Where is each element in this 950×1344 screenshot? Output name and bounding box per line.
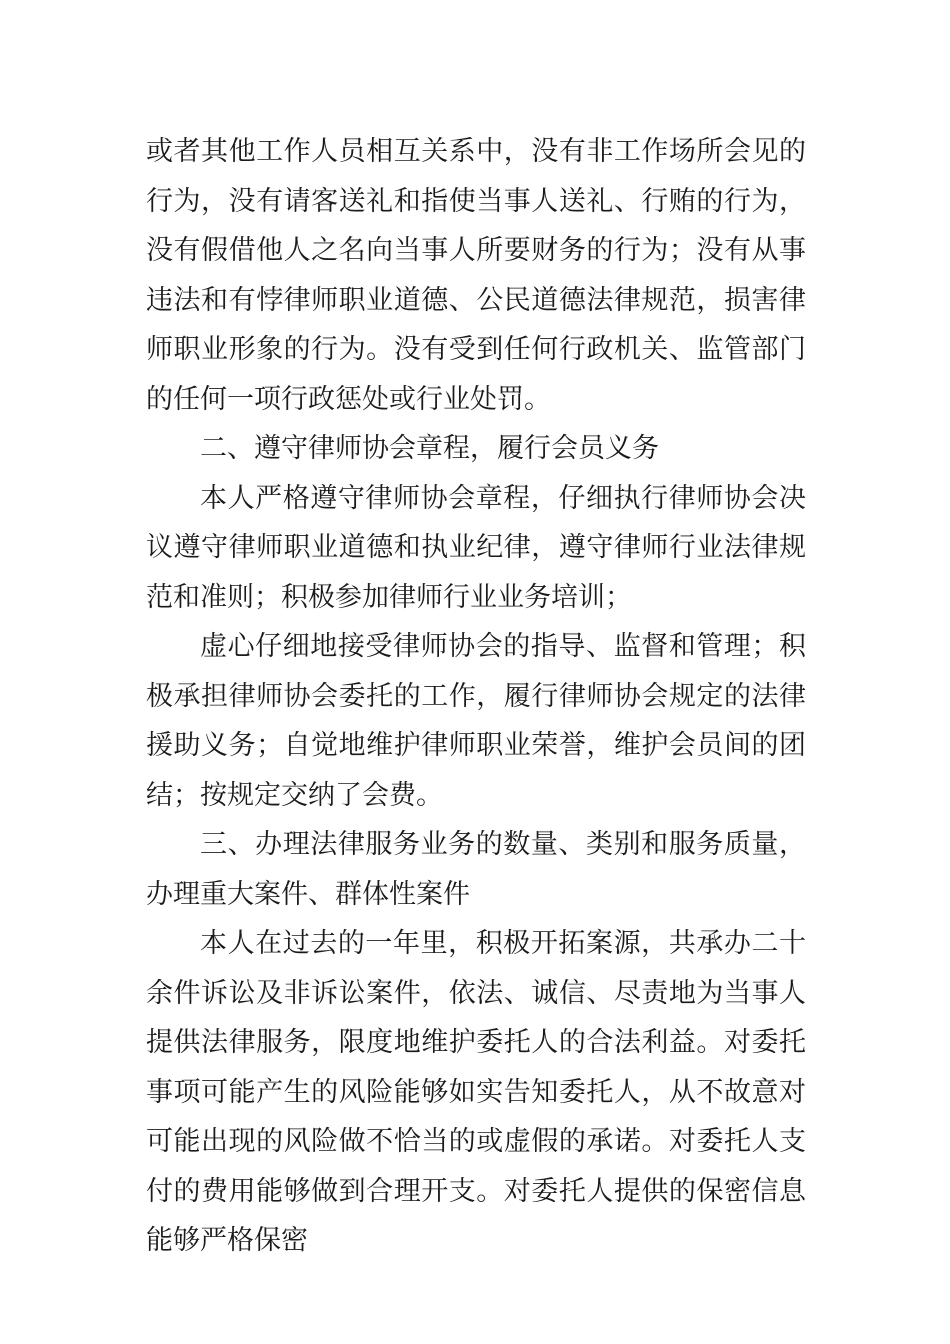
section-heading-services: 三、办理法律服务业务的数量、类别和服务质量，办理重大案件、群体性案件 [146,829,806,910]
section-heading-association: 二、遵守律师协会章程，履行会员义务 [200,433,659,464]
paragraph-association-duties: 虚心仔细地接受律师协会的指导、监督和管理；积极承担律师协会委托的工作，履行律师协会规定的法律援助义务；自觉地维护律师职业荣誉，维护会员间的团结；按规定交纳了会费。 [146,631,806,811]
paragraph-association-rules: 本人严格遵守律师协会章程，仔细执行律师协会决议遵守律师职业道德和执业纪律，遵守律师行业法律规范和准则；积极参加律师行业业务培训； [146,482,806,613]
document-body [146,127,806,1266]
paragraph-conduct-continued: 或者其他工作人员相互关系中，没有非工作场所会见的行为，没有请客送礼和指使当事人送礼、行贿的行为，没有假借他人之名向当事人所要财务的行为；没有从事违法和有悖律师职业道德、公民道德法律规范，损害律师职业形象的行为。没有受到任何行政机关、监管部门的任何一项行政惩处或行业处罚。 [146,136,806,415]
paragraph-services-summary: 本人在过去的一年里，积极开拓案源，共承办二十余件诉讼及非诉讼案件，依法、诚信、尽责地为当事人提供法律服务，限度地维护委托人的合法利益。对委托事项可能产生的风险能够如实告知委托人，从不故意对可能出现的风险做不恰当的或虚假的承诺。对委托人支付的费用能够做到合理开支。对委托人提供的保密信息能够严格保密 [146,928,806,1256]
